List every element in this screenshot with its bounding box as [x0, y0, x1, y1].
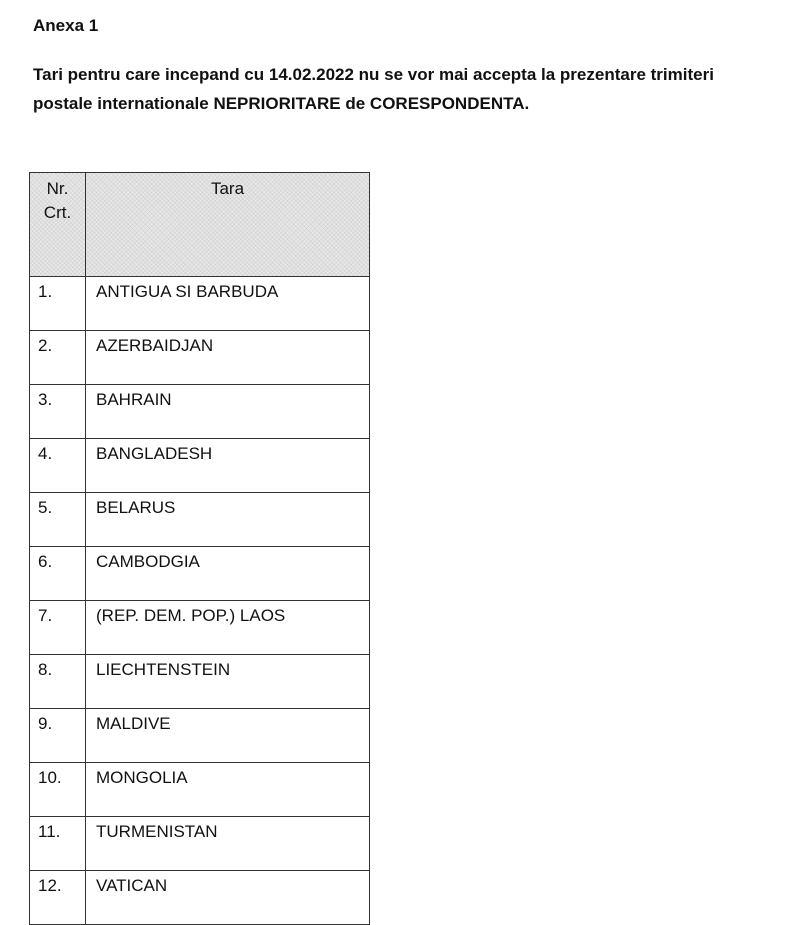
row-country: ANTIGUA SI BARBUDA: [86, 277, 370, 331]
row-country: BELARUS: [86, 493, 370, 547]
row-number: 10.: [30, 763, 86, 817]
row-country: TURMENISTAN: [86, 817, 370, 871]
table-row: [30, 547, 370, 601]
row-number: 5.: [30, 493, 86, 547]
table-row: [30, 709, 370, 763]
intro-paragraph: [33, 60, 773, 118]
header-nr-crt: [30, 173, 86, 277]
row-number: 3.: [30, 385, 86, 439]
row-country: MONGOLIA: [86, 763, 370, 817]
intro-text: Tari pentru care incepand cu 14.02.2022 nu se vor mai accepta la prezentare trimiteri postale internationale: [33, 65, 714, 113]
row-number: 8.: [30, 655, 86, 709]
row-number: 12.: [30, 871, 86, 925]
row-country: CAMBODGIA: [86, 547, 370, 601]
row-number: 1.: [30, 277, 86, 331]
row-country: BAHRAIN: [86, 385, 370, 439]
row-country: AZERBAIDJAN: [86, 331, 370, 385]
table-row: [30, 493, 370, 547]
intro-emphasis: NEPRIORITARE de CORESPONDENTA: [213, 94, 525, 113]
row-number: 6.: [30, 547, 86, 601]
annex-title: Anexa 1: [33, 16, 99, 35]
table-row: [30, 439, 370, 493]
row-number: 7.: [30, 601, 86, 655]
row-number: 11.: [30, 817, 86, 871]
table-row: [30, 871, 370, 925]
row-country: MALDIVE: [86, 709, 370, 763]
row-country: (REP. DEM. POP.) LAOS: [86, 601, 370, 655]
row-number: 4.: [30, 439, 86, 493]
table-body: [30, 277, 370, 925]
table-row: [30, 763, 370, 817]
table-row: [30, 817, 370, 871]
row-country: LIECHTENSTEIN: [86, 655, 370, 709]
row-country: BANGLADESH: [86, 439, 370, 493]
row-country: VATICAN: [86, 871, 370, 925]
header-nr-line1: Nr.: [46, 179, 69, 198]
table-row: [30, 385, 370, 439]
table-row: [30, 331, 370, 385]
countries-table: [29, 172, 370, 925]
table-row: [30, 655, 370, 709]
row-number: 2.: [30, 331, 86, 385]
header-tara: Tara: [86, 173, 370, 277]
header-nr-line2: Crt.: [43, 203, 72, 222]
intro-end: .: [524, 94, 530, 113]
table-row: [30, 601, 370, 655]
table-header-row: [30, 173, 370, 277]
table-row: [30, 277, 370, 331]
row-number: 9.: [30, 709, 86, 763]
